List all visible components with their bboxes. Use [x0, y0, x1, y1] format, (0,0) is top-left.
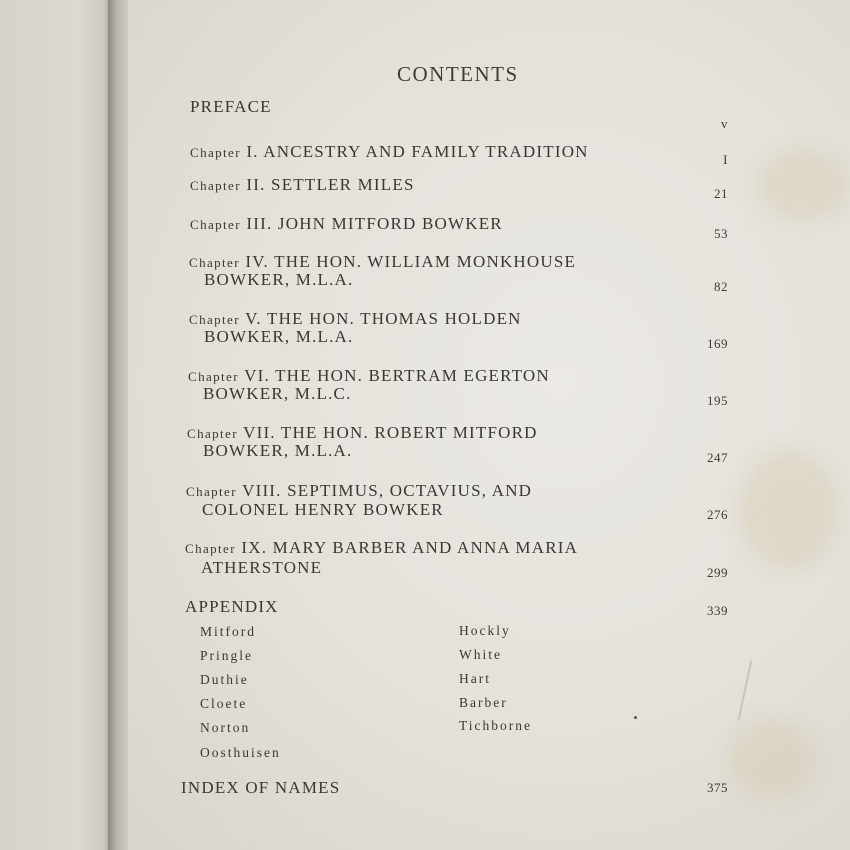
paper-stain [728, 720, 818, 800]
chapter-page: 53 [714, 226, 728, 241]
paper-stain [738, 450, 838, 570]
appendix-family: Barber [459, 695, 508, 710]
chapter-title: ANCESTRY AND FAMILY TRADITION [263, 142, 589, 161]
appendix-family: Hart [459, 671, 491, 686]
chapter-number: V. [245, 309, 262, 328]
chapter-entry [190, 142, 589, 163]
preface-entry: PREFACE [190, 97, 272, 116]
chapter-entry [190, 175, 415, 196]
chapter-page: 82 [714, 279, 728, 294]
chapter-page: 195 [707, 393, 728, 408]
chapter-title: THE HON. WILLIAM MONKHOUSE [274, 252, 577, 271]
appendix-page: 339 [707, 603, 728, 618]
chapter-prefix: Chapter [185, 541, 236, 556]
chapter-title-continued: BOWKER, M.L.A. [203, 441, 353, 460]
chapter-page: 169 [707, 336, 728, 351]
chapter-entry [186, 481, 532, 502]
chapter-entry [185, 538, 578, 559]
paper-speck [634, 716, 637, 719]
chapter-entry [190, 214, 503, 235]
appendix-family: Oosthuisen [200, 745, 281, 760]
chapter-title: THE HON. BERTRAM EGERTON [275, 366, 550, 385]
left-page [0, 0, 112, 850]
chapter-number: VII. [243, 423, 276, 442]
chapter-title: MARY BARBER AND ANNA MARIA [272, 538, 579, 557]
chapter-page: I [723, 152, 728, 167]
chapter-page: 247 [707, 450, 728, 465]
chapter-title-continued: BOWKER, M.L.A. [204, 270, 354, 289]
chapter-prefix: Chapter [186, 484, 237, 499]
page-title: CONTENTS [397, 62, 519, 86]
chapter-prefix: Chapter [187, 426, 238, 441]
chapter-title: JOHN MITFORD BOWKER [277, 214, 503, 233]
chapter-prefix: Chapter [190, 217, 241, 232]
chapter-title: THE HON. ROBERT MITFORD [280, 423, 538, 442]
appendix-entry: APPENDIX [185, 597, 279, 616]
chapter-number: II. [246, 175, 266, 194]
appendix-family: Hockly [459, 623, 511, 638]
chapter-prefix: Chapter [190, 178, 241, 193]
chapter-title: SEPTIMUS, OCTAVIUS, AND [287, 481, 533, 500]
appendix-family: Duthie [200, 672, 249, 687]
chapter-title: SETTLER MILES [271, 175, 415, 194]
chapter-prefix: Chapter [189, 312, 240, 327]
paper-stain [758, 150, 848, 220]
appendix-family: Norton [200, 720, 251, 735]
appendix-family: Mitford [200, 624, 256, 639]
chapter-page: 276 [707, 507, 728, 522]
chapter-number: IV. [245, 252, 270, 271]
appendix-family: Tichborne [459, 718, 533, 733]
chapter-title-continued: BOWKER, M.L.C. [203, 384, 352, 403]
chapter-number: IX. [241, 538, 268, 557]
chapter-number: I. [246, 142, 259, 161]
chapter-prefix: Chapter [190, 145, 241, 160]
chapter-number: III. [246, 214, 273, 233]
chapter-title: THE HON. THOMAS HOLDEN [267, 309, 522, 328]
appendix-family: White [459, 647, 502, 662]
chapter-number: VI. [244, 366, 270, 385]
chapter-prefix: Chapter [188, 369, 239, 384]
chapter-title-continued: COLONEL HENRY BOWKER [202, 500, 444, 519]
index-page: 375 [707, 780, 728, 795]
preface-page: v [721, 116, 728, 131]
chapter-prefix: Chapter [189, 255, 240, 270]
chapter-number: VIII. [242, 481, 282, 500]
chapter-title-continued: ATHERSTONE [201, 558, 323, 577]
appendix-family: Pringle [200, 648, 253, 663]
index-entry: INDEX OF NAMES [181, 778, 341, 797]
chapter-title-continued: BOWKER, M.L.A. [204, 327, 354, 346]
appendix-family: Cloete [200, 696, 248, 711]
chapter-page: 299 [707, 565, 728, 580]
chapter-page: 21 [714, 186, 728, 201]
